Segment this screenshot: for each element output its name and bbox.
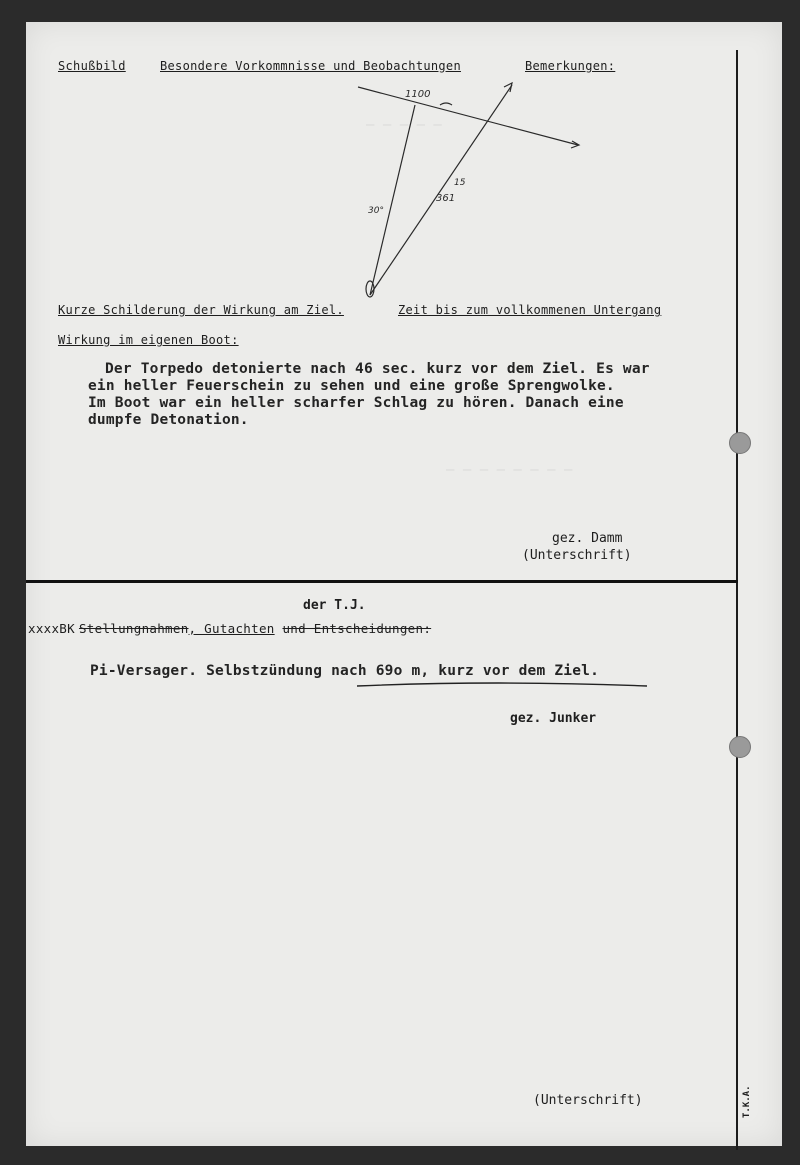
prefix-x: xxxxBK	[28, 621, 75, 636]
gutachten-text: , Gutachten	[188, 621, 275, 636]
stellungnahmen-line	[28, 621, 431, 636]
speed-label: 15	[454, 178, 466, 188]
hit-mark	[440, 103, 452, 105]
tj-heading: der T.J.	[303, 598, 366, 613]
bemerkungen-label: Bemerkungen:	[525, 59, 616, 73]
eigenen-boot-label: Wirkung im eigenen Boot:	[58, 333, 239, 347]
besondere-text: Besondere Vorkommnisse und Beobachtungen	[160, 59, 461, 73]
signature-label-1: (Unterschrift)	[522, 548, 632, 563]
course-label: 361	[436, 193, 456, 204]
signature-junker: gez. Junker	[510, 711, 597, 726]
kurze-label	[58, 303, 344, 317]
torpedo-track-line	[370, 85, 512, 295]
section-divider	[26, 580, 738, 583]
schussbild-label: Schußbild	[58, 59, 126, 73]
verdict-underline	[355, 678, 650, 692]
struck-stellungnahmen: Stellungnahmen	[78, 621, 189, 636]
zeit-label: Zeit bis zum vollkommenen Untergang	[398, 303, 662, 317]
wirkung-line-4: dumpfe Detonation.	[88, 412, 249, 428]
signature-damm: gez. Damm	[552, 531, 623, 546]
verdict-line: Pi-Versager. Selbstzündung nach 69o m, kurz vor dem Ziel.	[90, 663, 599, 679]
margin-rule	[736, 50, 738, 1150]
shot-diagram	[350, 75, 590, 305]
wirkung-line-1: Der Torpedo detonierte nach 46 sec. kurz vor dem Ziel. Es war	[105, 361, 650, 377]
distance-label: 1100	[405, 89, 431, 100]
ghost-text: — — — — — — — —	[446, 462, 573, 478]
verdict-underline-stroke	[357, 683, 647, 686]
punch-hole	[729, 736, 751, 758]
ghost-text: — — — — —	[366, 117, 442, 133]
signature-label-2: (Unterschrift)	[533, 1093, 643, 1108]
wirkung-line-3: Im Boot war ein heller scharfer Schlag zu hören. Danach eine	[88, 395, 624, 411]
wirkung-line-2: ein heller Feuerschein zu sehen und eine große Sprengwolke.	[88, 378, 615, 394]
bearing-line	[370, 105, 415, 295]
kurze-text: Kurze Schilderung der Wirkung am Ziel.	[58, 303, 344, 317]
besondere-label	[160, 59, 461, 73]
archive-mark: T.K.A.	[742, 1085, 752, 1118]
struck-entscheidungen: und Entscheidungen:	[282, 621, 432, 636]
target-course-line	[358, 87, 578, 145]
punch-hole	[729, 432, 751, 454]
angle-label: 30°	[368, 206, 384, 216]
